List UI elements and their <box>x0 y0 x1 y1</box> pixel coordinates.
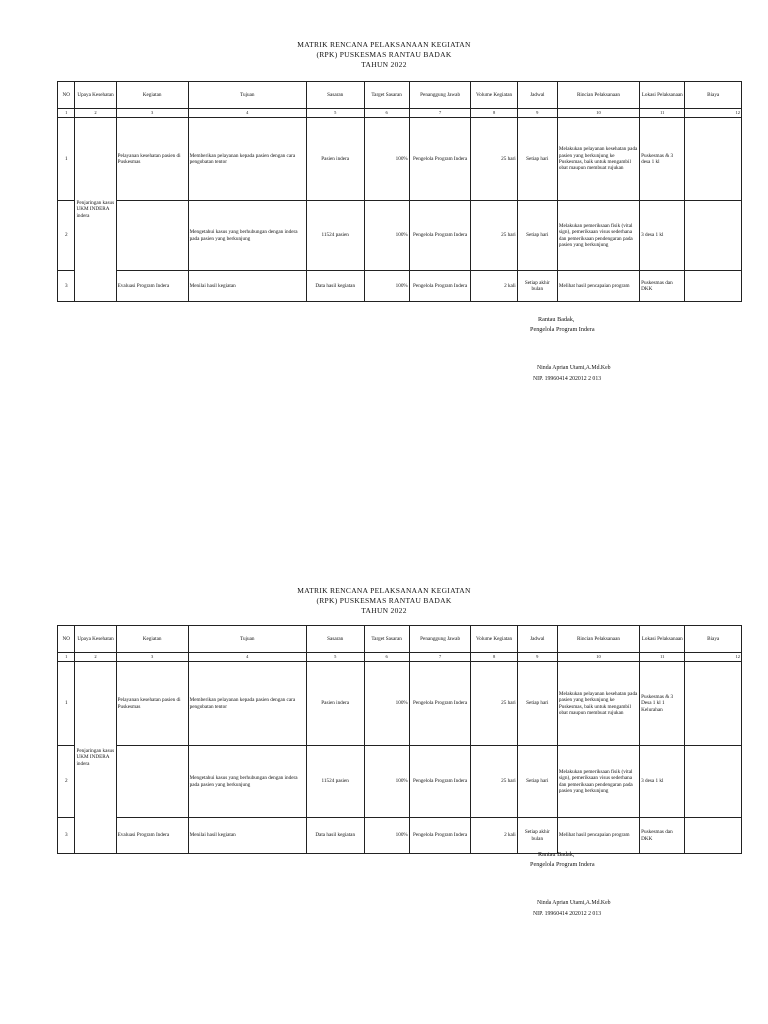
row-no: 2 <box>58 201 75 271</box>
col-number: 10 <box>557 653 639 662</box>
row-no: 2 <box>58 746 75 818</box>
tujuan-cell: Memberikan pelayanan kepada pasien dengan cara pengobatan tentor <box>188 118 306 201</box>
header-upaya: Upaya Kesehatan <box>75 82 116 109</box>
upaya-text: Penjaringan kasus UKM INDERA indera <box>76 200 115 219</box>
rincian-cell: Melakukan pelayanan kesehatan pada pasien yang berkunjung ke Puskesmas, baik untuk mengambil obat maupun membuat rujukan <box>557 118 639 201</box>
signature-place: Rantau Badak, <box>538 316 575 323</box>
sasaran-cell: Pasien indera <box>306 662 364 746</box>
sasaran-cell: Data hasil kegiatan <box>306 818 364 854</box>
row-no: 3 <box>58 818 75 854</box>
biaya-cell <box>685 818 742 854</box>
col-number: 5 <box>306 109 364 118</box>
target-cell: 100% <box>364 662 409 746</box>
jadwal-cell: Setiap hari <box>517 746 557 818</box>
header-biaya: Biaya <box>685 82 742 109</box>
volume-cell: 25 hari <box>471 118 517 201</box>
volume-cell: 25 hari <box>471 201 517 271</box>
header-no: NO <box>58 82 75 109</box>
biaya-cell <box>685 271 742 302</box>
header-upaya: Upaya Kesehatan <box>75 626 116 653</box>
kegiatan-cell <box>116 201 188 271</box>
header-row <box>58 82 742 109</box>
rincian-cell: Melihat hasil pencapaian program <box>557 271 639 302</box>
title-line-2: (RPK) PUSKESMAS RANTAU BADAK <box>316 50 452 59</box>
header-target: Target Sasaran <box>364 82 409 109</box>
tujuan-cell: Mengetahui kasus yang berhubungan dengan indera pada pasien yang berkunjung <box>188 201 306 271</box>
column-number-row <box>58 109 742 118</box>
tujuan-cell: Menilai hasil kegiatan <box>188 271 306 302</box>
row-no: 3 <box>58 271 75 302</box>
tujuan-cell: Menilai hasil kegiatan <box>188 818 306 854</box>
rincian-cell: Melakukan pemeriksaan fisik (vital sign), pemeriksaan visus sederhana dan pemeriksaan pendengaran pada pasien yang berkunjung <box>557 746 639 818</box>
pj-cell: Pengelola Program Indera <box>409 746 471 818</box>
volume-cell: 25 hari <box>471 662 517 746</box>
title-line-3: TAHUN 2022 <box>361 606 407 615</box>
kegiatan-cell: Evaluasi Program Indera <box>116 818 188 854</box>
rincian-cell: Melakukan pemeriksaan fisik (vital sign), pemeriksaan visus sederhana dan pemeriksaan pendengaran pada pasien yang berkunjung <box>557 201 639 271</box>
biaya-cell <box>685 662 742 746</box>
title-line-3: TAHUN 2022 <box>361 60 407 69</box>
signature-role: Pengelola Program Indera <box>530 861 595 868</box>
title-line-2: (RPK) PUSKESMAS RANTAU BADAK <box>316 596 452 605</box>
signature-name: Ninda Aprian Utami,A.Md.Keb <box>537 900 611 906</box>
kegiatan-cell: Pelayanan kesehatan pasien di Puskesmas <box>116 662 188 746</box>
header-sasaran: Sasaran <box>306 82 364 109</box>
header-lokasi: Lokasi Pelaksanaan <box>640 82 685 109</box>
tujuan-cell: Mengetahui kasus yang berhubungan dengan indera pada pasien yang berkunjung <box>188 746 306 818</box>
target-cell: 100% <box>364 818 409 854</box>
header-pj: Penanggung Jawab <box>409 626 471 653</box>
col-number: 8 <box>471 653 517 662</box>
col-number: 3 <box>116 653 188 662</box>
header-rincian: Rincian Pelaksanaan <box>557 626 639 653</box>
header-lokasi: Lokasi Pelaksanaan <box>640 626 685 653</box>
col-number: 6 <box>364 653 409 662</box>
header-sasaran: Sasaran <box>306 626 364 653</box>
sasaran-cell: Pasien indera <box>306 118 364 201</box>
col-number: 7 <box>409 109 471 118</box>
title-line-1: MATRIK RENCANA PELAKSANAAN KEGIATAN <box>297 40 471 49</box>
signature-nip: NIP. 19960414 202012 2 013 <box>533 376 602 382</box>
jadwal-cell: Setiap akhir bulan <box>517 271 557 302</box>
header-volume: Volume Kegiatan <box>471 626 517 653</box>
target-cell: 100% <box>364 271 409 302</box>
title-line-1: MATRIK RENCANA PELAKSANAAN KEGIATAN <box>297 586 471 595</box>
rpk-table <box>57 81 742 302</box>
biaya-cell <box>685 201 742 271</box>
signature-place: Rantau Badak, <box>538 851 575 858</box>
header-pj: Penanggung Jawab <box>409 82 471 109</box>
table-row <box>58 662 742 746</box>
col-number: 9 <box>517 653 557 662</box>
pj-cell: Pengelola Program Indera <box>409 118 471 201</box>
upaya-cell <box>75 662 116 854</box>
table-row <box>58 818 742 854</box>
jadwal-cell: Setiap hari <box>517 201 557 271</box>
kegiatan-cell: Evaluasi Program Indera <box>116 271 188 302</box>
col-number: 8 <box>471 109 517 118</box>
target-cell: 100% <box>364 118 409 201</box>
tujuan-cell: Memberikan pelayanan kepada pasien dengan cara pengobatan tentor <box>188 662 306 746</box>
sasaran-cell: Data hasil kegiatan <box>306 271 364 302</box>
table-row <box>58 271 742 302</box>
col-number: 1 <box>58 653 75 662</box>
lokasi-cell: Puskesmas dan DKK <box>640 271 685 302</box>
rincian-cell: Melakukan pelayanan kesehatan pada pasien yang berkunjung ke Puskesmas, baik untuk mengambil obat maupun membuat rujukan <box>557 662 639 746</box>
pj-cell: Pengelola Program Indera <box>409 662 471 746</box>
jadwal-cell: Setiap hari <box>517 662 557 746</box>
signature-name: Ninda Aprian Utami,A.Md.Keb <box>537 365 611 371</box>
col-number: 3 <box>116 109 188 118</box>
jadwal-cell: Setiap hari <box>517 118 557 201</box>
header-no: NO <box>58 626 75 653</box>
upaya-cell <box>75 118 116 302</box>
header-kegiatan: Kegiatan <box>116 626 188 653</box>
header-target: Target Sasaran <box>364 626 409 653</box>
col-number: 9 <box>517 109 557 118</box>
volume-cell: 2 kali <box>471 271 517 302</box>
sasaran-cell: 11524 pasien <box>306 201 364 271</box>
table-row <box>58 118 742 201</box>
lokasi-cell: Puskesmas & 3 desa 1 kl <box>640 118 685 201</box>
signature-nip: NIP. 19960414 202012 2 013 <box>533 911 602 917</box>
row-no: 1 <box>58 118 75 201</box>
column-number-row <box>58 653 742 662</box>
col-number: 12 <box>685 653 742 662</box>
col-number: 12 <box>685 109 742 118</box>
header-jadwal: Jadwal <box>517 626 557 653</box>
biaya-cell <box>685 118 742 201</box>
target-cell: 100% <box>364 201 409 271</box>
row-no: 1 <box>58 662 75 746</box>
col-number: 5 <box>306 653 364 662</box>
header-biaya: Biaya <box>685 626 742 653</box>
rpk-table-2 <box>57 625 742 854</box>
rincian-cell: Melihat hasil pencapaian program <box>557 818 639 854</box>
col-number: 4 <box>188 653 306 662</box>
signature-role: Pengelola Program Indera <box>530 326 595 333</box>
col-number: 1 <box>58 109 75 118</box>
sasaran-cell: 11524 pasien <box>306 746 364 818</box>
col-number: 2 <box>75 653 116 662</box>
volume-cell: 2 kali <box>471 818 517 854</box>
header-rincian: Rincian Pelaksanaan <box>557 82 639 109</box>
pj-cell: Pengelola Program Indera <box>409 818 471 854</box>
col-number: 6 <box>364 109 409 118</box>
upaya-text: Penjaringan kasus UKM INDERA indera <box>76 748 115 767</box>
table-row <box>58 201 742 271</box>
biaya-cell <box>685 746 742 818</box>
col-number: 11 <box>640 653 685 662</box>
col-number: 10 <box>557 109 639 118</box>
header-row <box>58 626 742 653</box>
kegiatan-cell <box>116 746 188 818</box>
lokasi-cell: Puskesmas & 3 Desa 1 kl 1 Kelurahan <box>640 662 685 746</box>
table-row <box>58 746 742 818</box>
header-kegiatan: Kegiatan <box>116 82 188 109</box>
kegiatan-cell: Pelayanan kesehatan pasien di Puskesmas <box>116 118 188 201</box>
target-cell: 100% <box>364 746 409 818</box>
col-number: 2 <box>75 109 116 118</box>
pj-cell: Pengelola Program Indera <box>409 271 471 302</box>
col-number: 4 <box>188 109 306 118</box>
header-volume: Volume Kegiatan <box>471 82 517 109</box>
col-number: 7 <box>409 653 471 662</box>
pj-cell: Pengelola Program Indera <box>409 201 471 271</box>
header-tujuan: Tujuan <box>188 82 306 109</box>
lokasi-cell: 3 desa 1 kl <box>640 201 685 271</box>
col-number: 11 <box>640 109 685 118</box>
header-tujuan: Tujuan <box>188 626 306 653</box>
jadwal-cell: Setiap akhir bulan <box>517 818 557 854</box>
volume-cell: 25 hari <box>471 746 517 818</box>
lokasi-cell: Puskesmas dan DKK <box>640 818 685 854</box>
lokasi-cell: 3 desa 1 kl <box>640 746 685 818</box>
header-jadwal: Jadwal <box>517 82 557 109</box>
